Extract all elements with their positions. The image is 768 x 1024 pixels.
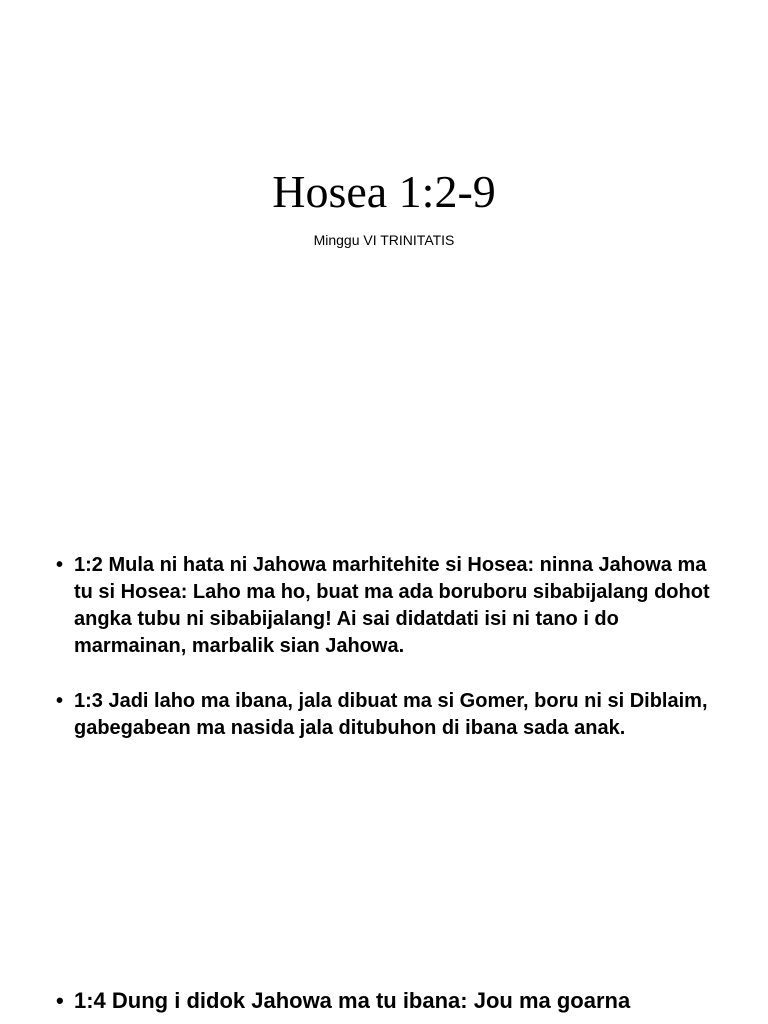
slide-verses-continued: [0, 976, 768, 1024]
bullet-marker: •: [56, 554, 64, 576]
bullet-marker: •: [56, 988, 64, 1013]
slide-verses: [0, 512, 768, 1024]
slide-subtitle: Minggu VI TRINITATIS: [313, 232, 455, 248]
verse-list: [56, 552, 716, 770]
slide-title-heading: Hosea 1:2-9: [272, 166, 496, 217]
verse-text: 1:4 Dung i didok Jahowa ma tu ibana: Jou ma goarna: [74, 988, 631, 1013]
verse-text: 1:2 Mula ni hata ni Jahowa marhitehite si Hosea: ninna Jahowa ma tu si Hosea: Laho ma ho, buat ma ada boruboru sibabijalang dohot angka tubu ni sibabijalang! Ai sai didatdati isi ni tano i do marmainan, marbalik sian Jahowa.: [74, 554, 710, 657]
verse-text: 1:3 Jadi laho ma ibana, jala dibuat ma si Gomer, boru ni si Diblaim, gabegabean ma nasida jala ditubuhon di ibana sada anak.: [74, 690, 708, 739]
verse-item: [56, 986, 736, 1015]
verse-item: [56, 552, 716, 660]
verse-item: [56, 688, 716, 742]
bullet-marker: •: [56, 690, 64, 712]
